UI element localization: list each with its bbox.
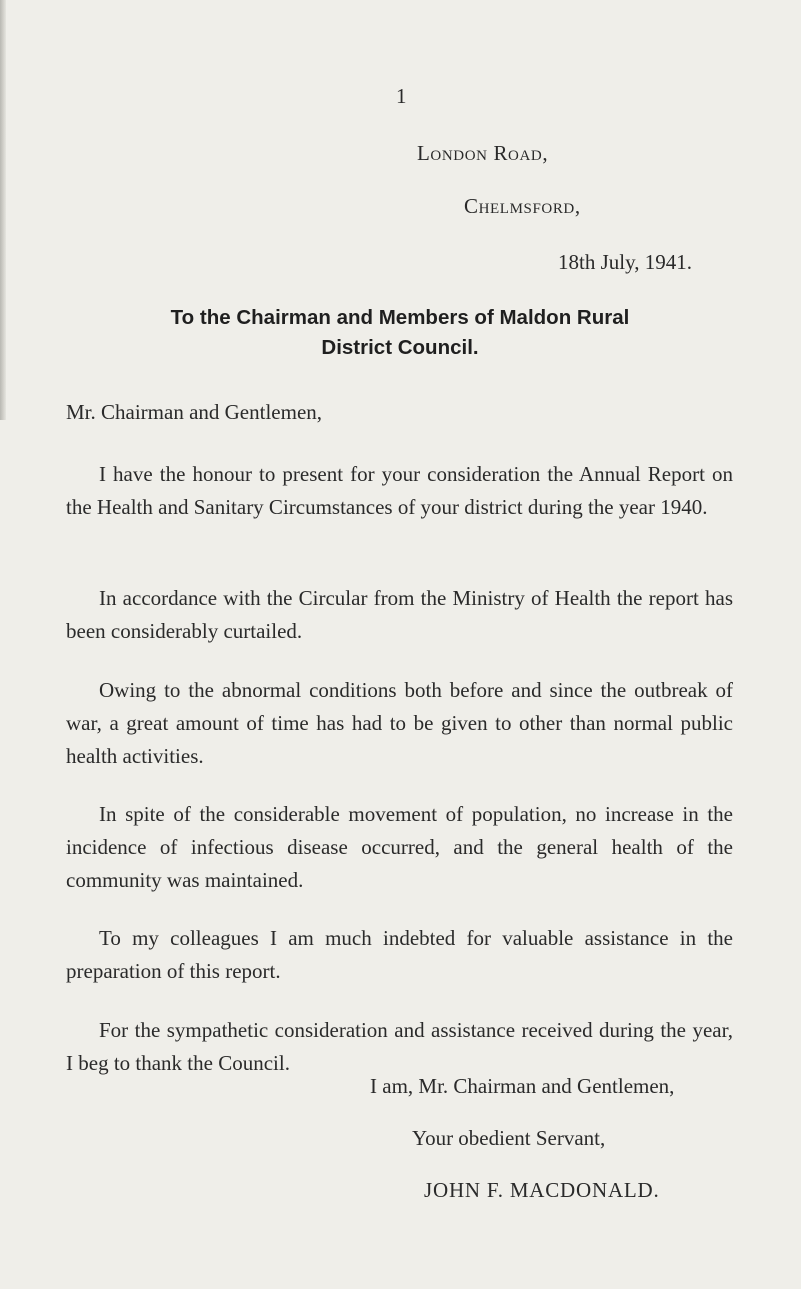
signature-name: JOHN F. MACDONALD. [424, 1178, 660, 1202]
paragraph-abnormal-conditions: Owing to the abnormal conditions both before and since the outbreak of war, a great amount of time has had to be given to other than normal public health activities. [66, 678, 733, 768]
paragraph-population-movement: In spite of the considerable movement of population, no increase in the incidence of infectious disease occurred, and the general health of the community was maintained. [66, 802, 733, 892]
letter-date: 18th July, 1941. [558, 250, 692, 274]
address-line-town: Chelmsford, [464, 194, 581, 218]
heading-line-1: To the Chairman and Members of Maldon Rural [170, 306, 630, 329]
heading-line-2: District Council. [321, 336, 479, 359]
closing-line: I am, Mr. Chairman and Gentlemen, [370, 1074, 675, 1098]
closing-servant: Your obedient Servant, [412, 1126, 606, 1150]
paragraph-annual-report: I have the honour to present for your consideration the Annual Report on the Health and Sanitary Circumstances of your district during the year 1940. [66, 462, 733, 519]
address-line-street: London Road, [417, 141, 549, 165]
page-number: 1 [396, 84, 407, 108]
paragraph-colleagues: To my colleagues I am much indebted for valuable assistance in the preparation of this report. [66, 926, 733, 983]
paragraph-thanks: For the sympathetic consideration and assistance received during the year, I beg to thank the Council. [66, 1018, 733, 1075]
page-edge-shadow [0, 0, 6, 420]
salutation: Mr. Chairman and Gentlemen, [66, 400, 323, 424]
paragraph-circular: In accordance with the Circular from the Ministry of Health the report has been considerably curtailed. [66, 586, 733, 643]
